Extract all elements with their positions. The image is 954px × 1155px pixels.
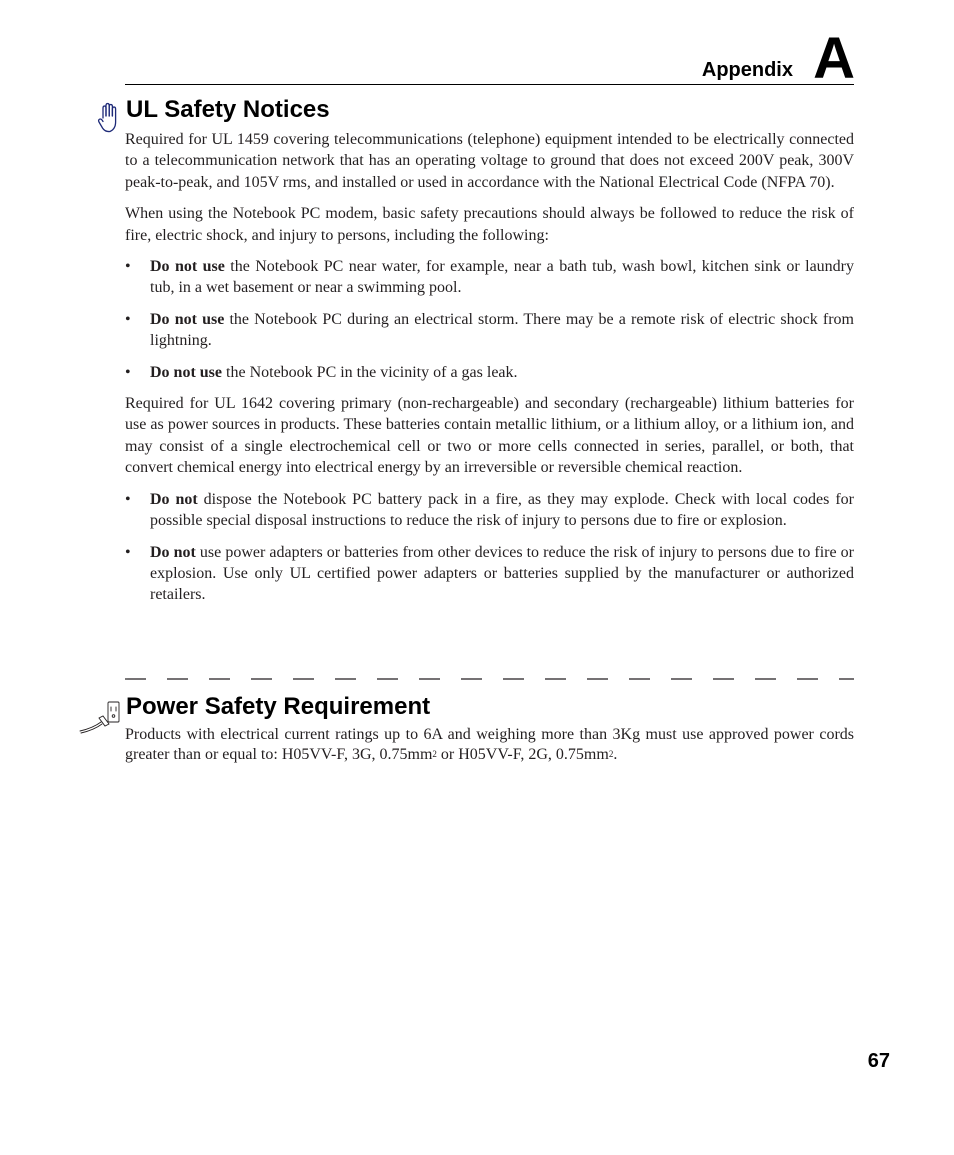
list-item: • Do not use the Notebook PC in the vicinity of a gas leak.	[125, 363, 518, 381]
page-number: 67	[867, 1050, 890, 1072]
header-rule	[125, 84, 854, 85]
section-divider	[125, 678, 854, 680]
header-label: Appendix	[701, 59, 793, 81]
power-paragraph: Products with electrical current ratings up to 6A and weighing more than 3Kg must use approved power cords greater than or equal to: H05VV-F, 3G, $0.75mm^2$ or H05VV-F, 2G, $0.75mm^2$.	[125, 726, 854, 763]
power-section-title: Power Safety Requirement	[126, 693, 431, 720]
list-item: • Do not dispose the Notebook PC battery pack in a fire, as they may explode. Check with local codes for possible special disposal instructions to reduce the risk of injury to persons due to fire or explosion.	[125, 490, 854, 530]
list-item: • Do not use the Notebook PC near water, for example, near a bath tub, wash bowl, kitchen sink or laundry tub, in a wet basement or near a swimming pool.	[125, 258, 854, 297]
list-item: • Do not use power adapters or batteries from other devices to reduce the risk of injury to persons due to fire or explosion. Use only UL certified power adapters or batteries supplied by the manufacturer or authorized retailers.	[125, 543, 855, 604]
ul-section-body	[125, 129, 854, 616]
ul-paragraph-2: When using the Notebook PC modem, basic safety precautions should always be followed to reduce the risk of fire, electric shock, and injury to persons, including the following:	[125, 205, 854, 244]
battery-precautions-list	[125, 489, 854, 606]
ul-paragraph-1: Required for UL 1459 covering telecommunications (telephone) equipment intended to be electrically connected to a telecommunication network that has an operating voltage to ground that does not exceed 200V peak, 300V peak-to-peak, and 105V rms, and installed or used in accordance with the National Electrical Code (NFPA 70).	[125, 131, 854, 191]
modem-precautions-list	[125, 256, 854, 383]
power-section-body	[125, 725, 854, 774]
ul-paragraph-3: Required for UL 1642 covering primary (non-rechargeable) and secondary (rechargeable) lithium batteries for use as power sources in products. These batteries contain metallic lithium, or a lithium alloy, or a lithium ion, and may consist of a single electrochemical cell or two or more cells connected in series, parallel, or both, that convert chemical energy into electrical energy by an irreversible or reversible chemical reaction.	[125, 395, 854, 477]
ul-section-title: UL Safety Notices	[126, 96, 330, 123]
appendix-letter: A	[813, 26, 855, 91]
list-item: • Do not use the Notebook PC during an electrical storm. There may be a remote risk of electric shock from lightning.	[125, 310, 855, 350]
power-plug-icon	[79, 700, 123, 734]
hand-stop-icon	[97, 102, 122, 134]
